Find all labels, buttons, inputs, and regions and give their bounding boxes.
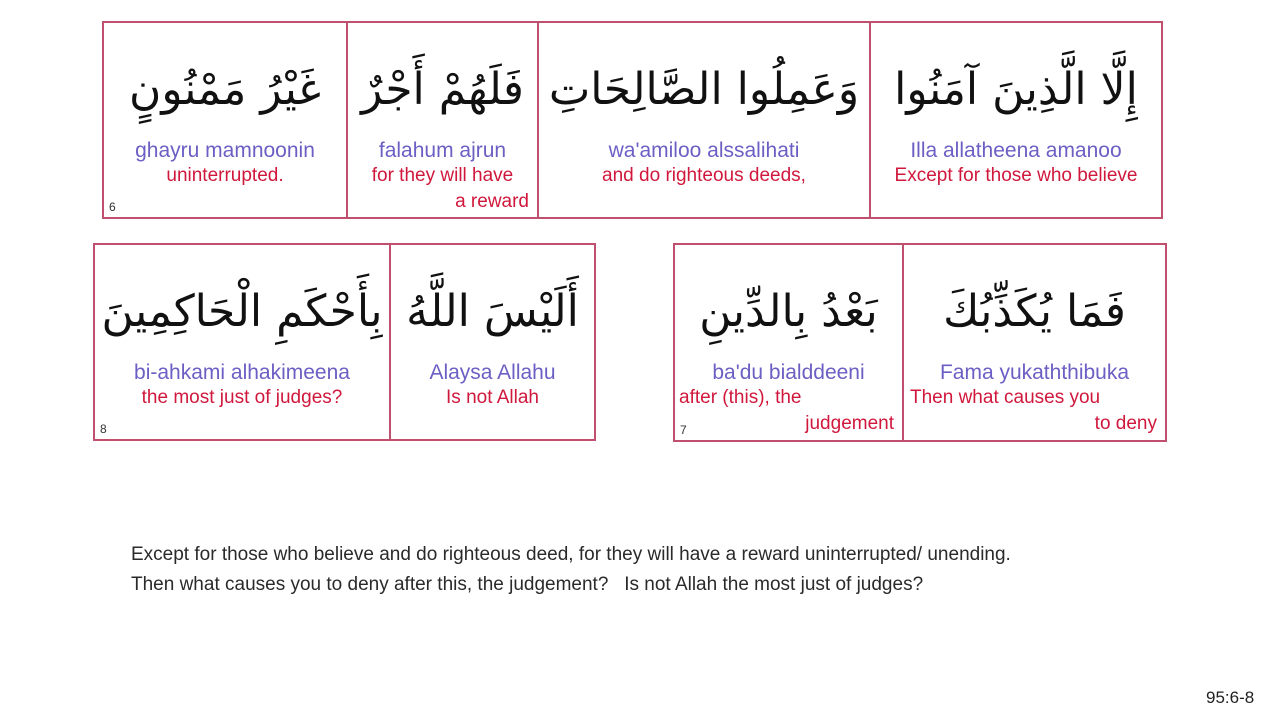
word-cell xyxy=(95,245,389,439)
verse-8-box xyxy=(93,243,596,441)
transliteration: Alaysa Allahu xyxy=(429,361,556,384)
verse-6-box xyxy=(102,21,1163,219)
meaning: to deny xyxy=(1094,413,1157,434)
verse-number: 8 xyxy=(100,422,107,436)
transliteration: wa'amiloo alssalihati xyxy=(608,139,800,162)
meaning: and do righteous deeds, xyxy=(602,165,806,186)
translation-summary xyxy=(131,540,1011,600)
verse-7-box xyxy=(673,243,1167,442)
arabic-word: أَلَيْسَ اللَّهُ xyxy=(406,286,579,337)
meaning: Except for those who believe xyxy=(894,165,1138,186)
transliteration: bi-ahkami alhakimeena xyxy=(134,361,350,384)
meaning: judgement xyxy=(805,413,894,434)
word-cell xyxy=(902,245,1165,440)
meaning: uninterrupted. xyxy=(166,165,284,186)
verse-number: 6 xyxy=(109,200,116,214)
meaning: the most just of judges? xyxy=(141,387,343,408)
arabic-word: فَمَا يُكَذِّبُكَ xyxy=(943,286,1126,337)
arabic-word: إِلَّا الَّذِينَ آمَنُوا xyxy=(894,64,1138,115)
transliteration: ghayru mamnoonin xyxy=(135,139,315,162)
word-cell xyxy=(346,23,537,217)
summary-line: Then what causes you to deny after this, the judgement? Is not Allah the most just of judges? xyxy=(131,574,924,595)
transliteration: falahum ajrun xyxy=(378,139,507,162)
word-cell xyxy=(869,23,1161,217)
meaning: a reward xyxy=(455,191,529,212)
meaning: Is not Allah xyxy=(446,387,539,408)
arabic-word: غَيْرُ مَمْنُونٍ xyxy=(129,64,321,115)
word-cell xyxy=(389,245,594,439)
meaning: for they will have xyxy=(371,165,514,186)
transliteration: ba'du bialddeeni xyxy=(712,361,865,384)
arabic-word: فَلَهُمْ أَجْرٌ xyxy=(361,64,524,115)
verse-reference: 95:6-8 xyxy=(1206,688,1255,707)
summary-line: Except for those who believe and do righteous deed, for they will have a reward uninterrupted/ unending. xyxy=(131,544,1011,565)
verse-number: 7 xyxy=(680,423,687,437)
arabic-word: بَعْدُ بِالدِّينِ xyxy=(699,286,878,337)
meaning: after (this), the xyxy=(679,387,802,408)
word-cell xyxy=(104,23,346,217)
word-cell xyxy=(675,245,902,440)
transliteration: Fama yukaththibuka xyxy=(939,361,1130,384)
word-cell xyxy=(537,23,869,217)
arabic-word: بِأَحْكَمِ الْحَاكِمِينَ xyxy=(101,286,383,337)
meaning: Then what causes you xyxy=(910,387,1101,408)
arabic-word: وَعَمِلُوا الصَّالِحَاتِ xyxy=(548,64,860,115)
transliteration: Illa allatheena amanoo xyxy=(910,139,1122,162)
